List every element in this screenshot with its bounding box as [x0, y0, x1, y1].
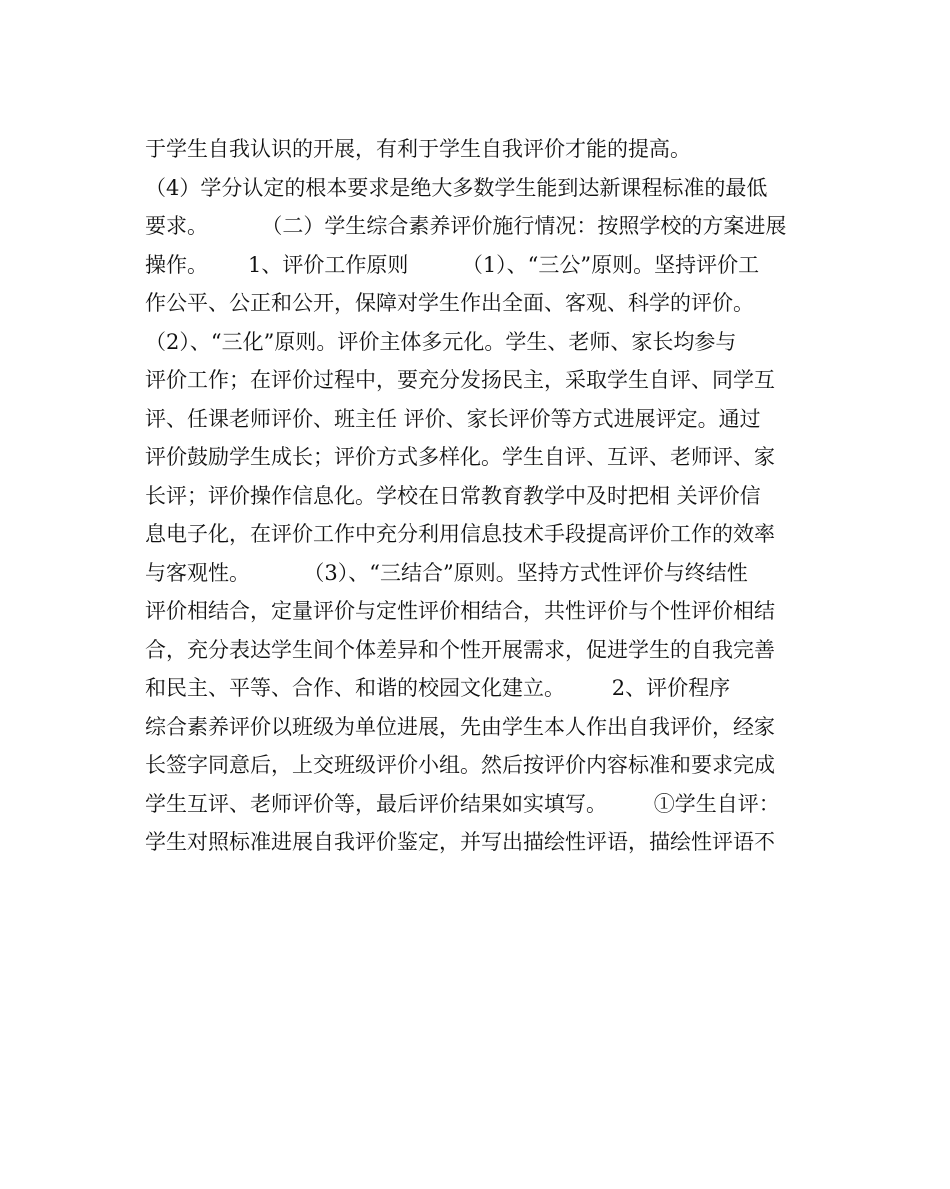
text-line: 于学生自我认识的开展，有利于学生自我评价才能的提高。: [145, 137, 691, 161]
document-body: [145, 130, 810, 862]
text-line: 综合素养评价以班级为单位进展，先由学生本人作出自我评价，经家: [145, 714, 775, 739]
text-line: 合，充分表达学生间个体差异和个性开展需求，促进学生的自我完善: [145, 637, 775, 662]
text-line: 学生对照标准进展自我评价鉴定，并写出描绘性评语，描绘性评语不: [145, 830, 775, 854]
text-line: 要求。 （二）学生综合素养评价施行情况：按照学校的方案进展: [145, 214, 787, 238]
text-line: 评、任课老师评价、班主任 评价、家长评价等方式进展评定。通过: [145, 406, 761, 431]
text-line: 与客观性。 （3）、“三结合”原则。坚持方式性评价与终结性: [145, 560, 748, 585]
text-line: （4）学分认定的根本要求是绝大多数学生能到达新课程标准的最低: [145, 175, 768, 200]
text-line: 操作。 1、评价工作原则 （1）、“三公”原则。坚持评价工: [145, 252, 760, 277]
text-line: 息电子化，在评价工作中充分利用信息技术手段提高评价工作的效率: [145, 522, 775, 546]
text-line: 评价相结合，定量评价与定性评价相结合，共性评价与个性评价相结: [145, 599, 775, 623]
text-line: 长评；评价操作信息化。学校在日常教育教学中及时把相 关评价信: [145, 483, 761, 508]
text-line: 评价鼓励学生成长；评价方式多样化。学生自评、互评、老师评、家: [145, 445, 775, 469]
text-line: 评价工作；在评价过程中，要充分发扬民主，采取学生自评、同学互: [145, 368, 775, 392]
text-line: 作公平、公正和公开，保障对学生作出全面、客观、科学的评价。: [145, 291, 754, 315]
text-line: （2）、“三化”原则。评价主体多元化。学生、老师、家长均参与: [145, 329, 737, 354]
text-line: 和民主、平等、合作、和谐的校园文化建立。 2、评价程序: [145, 676, 731, 700]
text-line: 长签字同意后，上交班级评价小组。然后按评价内容标准和要求完成: [145, 753, 775, 777]
text-line: 学生互评、老师评价等，最后评价结果如实填写。 ①学生自评：: [145, 791, 780, 816]
